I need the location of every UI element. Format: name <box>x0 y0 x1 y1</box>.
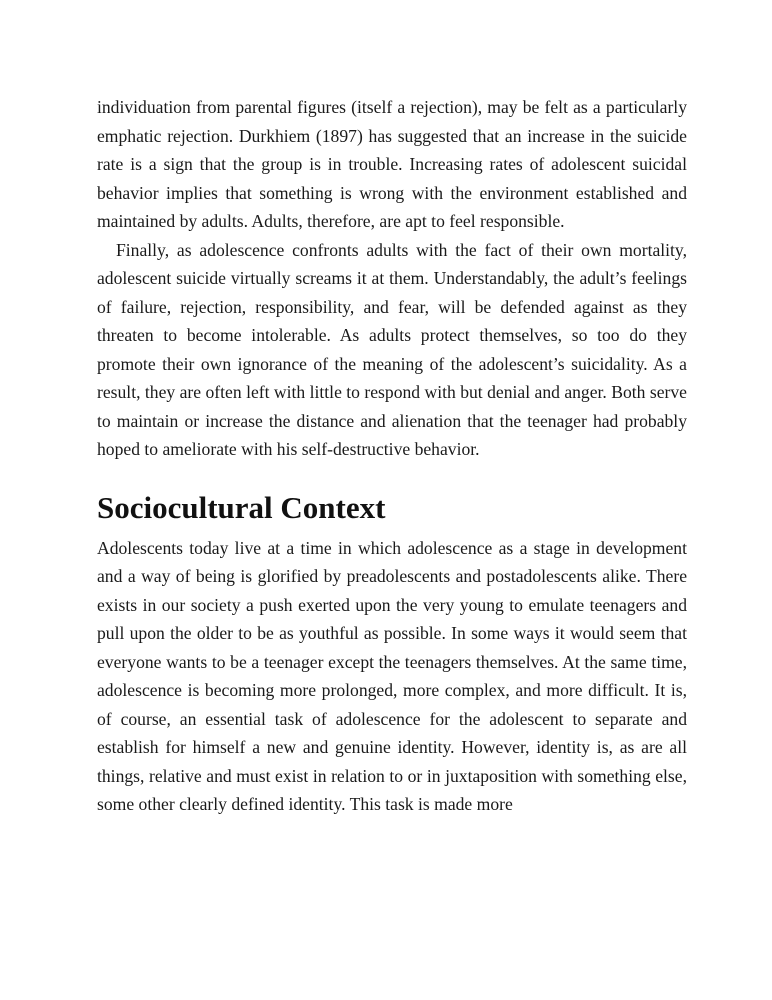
section-heading: Sociocultural Context <box>97 489 386 525</box>
paragraph-sociocultural: Adolescents today live at a time in which adolescence as a stage in development and a way of being is glorified by preadolescents and postadolescents alike. There exists in our society a push exerted upon the very young to emulate teenagers and pull upon the older to be as youthful as possible. In some ways it would seem that everyone wants to be a teenager except the teenagers themselves. At the same time, adolescence is becoming more prolonged, more complex, and more difficult. It is, of course, an essential task of adolescence for the adolescent to separate and establish for himself a new and genuine identity. However, identity is, as are all things, relative and must exist in relation to or in juxtaposition with something else, some other clearly defined identity. This task is made more <box>97 537 687 814</box>
document-page <box>97 93 687 819</box>
paragraph-continuation: individuation from parental figures (itself a rejection), may be felt as a particularly emphatic rejection. Durkhiem (1897) has suggested that an increase in the suicide rate is a sign that the group is in trouble. Increasing rates of adolescent suicidal behavior implies that something is wrong with the environment established and maintained by adults. Adults, therefore, are apt to feel responsible. <box>97 97 687 231</box>
paragraph-finally: Finally, as adolescence confronts adults with the fact of their own mortality, adolescent suicide virtually screams it at them. Understandably, the adult’s feelings of failure, rejection, responsibility, and fear, will be defended against as they threaten to become intolerable. As adults protect themselves, so too do they promote their own ignorance of the meaning of the adolescent’s suicidality. As a result, they are often left with little to respond with but denial and anger. Both serve to maintain or increase the distance and alienation that the teenager had probably hoped to ameliorate with his self-destructive behavior. <box>97 239 687 459</box>
